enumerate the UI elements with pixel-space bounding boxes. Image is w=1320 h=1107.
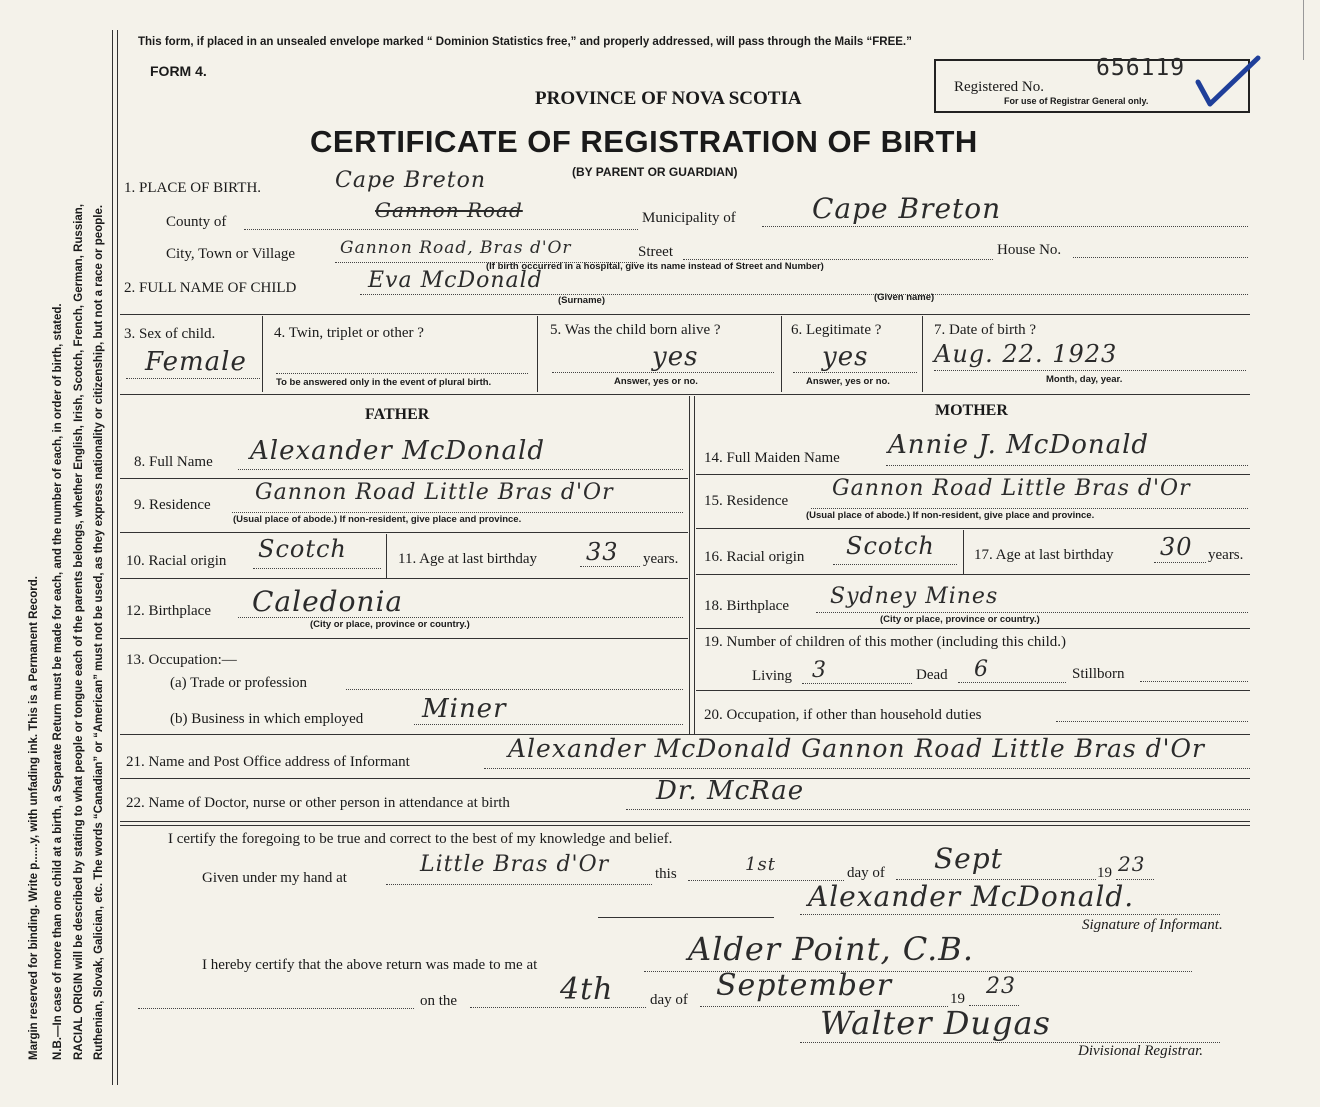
city-value: Gannon Road, Bras d'Or [340, 238, 572, 258]
house-label: House No. [997, 242, 1062, 258]
this-label: this [655, 866, 677, 882]
stillborn-label: Stillborn [1072, 666, 1125, 682]
mail-notice: This form, if placed in an unsealed envelope marked “ Dominion Statistics free,” and properly addressed, will pass through the Mails “FREE.” [138, 36, 912, 48]
certify-statement: I certify the foregoing to be true and correct to the best of my knowledge and belief. [168, 831, 673, 847]
dead-value: 6 [974, 657, 989, 682]
margin-nb-note: N.B.—In case of more than one child at a birth, a Separate Return must be made for each, and the number of each, in order of birth, stated. [52, 303, 64, 1060]
children-count-label: 19. Number of children of this mother (including this child.) [704, 634, 1067, 650]
dob-note: Month, day, year. [1046, 374, 1123, 385]
on-year-value: 23 [986, 974, 1016, 999]
signature-informant-label: Signature of Informant. [1082, 917, 1223, 933]
registered-note: For use of Registrar General only. [1004, 96, 1149, 106]
informant-label: 21. Name and Post Office address of Informant [126, 754, 410, 770]
given-day-value: 1st [745, 854, 776, 875]
mother-heading: MOTHER [935, 402, 1008, 419]
living-label: Living [752, 668, 792, 684]
mother-birthplace-value: Sydney Mines [830, 584, 999, 609]
divisional-registrar-label: Divisional Registrar. [1078, 1043, 1204, 1059]
doctor-label: 22. Name of Doctor, nurse or other person in attendance at birth [126, 795, 510, 811]
dob-label: 7. Date of birth ? [934, 322, 1037, 338]
place-of-birth-value: Cape Breton [335, 168, 487, 193]
on-day-value: 4th [560, 972, 614, 1007]
given-at-value: Little Bras d'Or [420, 852, 610, 877]
trade-label: (a) Trade or profession [170, 675, 308, 691]
alive-value: yes [652, 342, 699, 372]
father-name-label: 8. Full Name [134, 454, 213, 470]
place-of-birth-label: 1. PLACE OF BIRTH. [124, 180, 262, 196]
father-heading: FATHER [365, 406, 430, 423]
dead-label: Dead [916, 667, 948, 683]
made-at-value: Alder Point, C.B. [688, 930, 974, 968]
given-name-note: (Given name) [874, 292, 935, 303]
father-residence-value: Gannon Road Little Bras d'Or [255, 480, 614, 505]
informant-signature: Alexander McDonald. [808, 880, 1135, 913]
mother-name-value: Annie J. McDonald [888, 430, 1150, 460]
municipality-label: Municipality of [642, 210, 736, 226]
mother-birthplace-label: 18. Birthplace [704, 598, 789, 614]
day-of-label: day of [847, 865, 885, 881]
given-year-value: 23 [1118, 852, 1146, 876]
on-year-prefix: 19 [950, 991, 965, 1007]
father-age-value: 33 [586, 538, 619, 566]
given-year-prefix: 19 [1097, 865, 1112, 881]
mother-occupation-label: 20. Occupation, if other than household duties [704, 707, 982, 723]
given-under-label: Given under my hand at [202, 870, 347, 886]
checkmark-icon [1190, 50, 1270, 110]
mother-name-label: 14. Full Maiden Name [704, 450, 840, 466]
legitimate-label: 6. Legitimate ? [791, 322, 882, 338]
surname-note: (Surname) [558, 295, 605, 306]
father-race-value: Scotch [258, 535, 347, 563]
sex-label: 3. Sex of child. [124, 326, 216, 342]
registered-number: 656119 [1096, 55, 1186, 81]
city-label: City, Town or Village [166, 246, 296, 262]
mother-race-value: Scotch [846, 532, 935, 560]
father-name-value: Alexander McDonald [250, 436, 545, 466]
mother-age-years: years. [1208, 547, 1244, 563]
margin-racial-note-2: Ruthenian, Slovak, Galician, etc. The words “Canadian” or “American” must not be used, as they express nationality or citizenship, but not a race or people. [93, 204, 105, 1060]
on-the-label: on the [420, 993, 458, 1009]
informant-value: Alexander McDonald Gannon Road Little Bras d'Or [508, 734, 1205, 763]
mother-residence-label: 15. Residence [704, 493, 789, 509]
business-value: Miner [422, 694, 507, 724]
county-label: County of [166, 214, 227, 230]
child-name-label: 2. FULL NAME OF CHILD [124, 280, 297, 296]
father-age-label: 11. Age at last birthday [398, 551, 537, 567]
mother-residence-value: Gannon Road Little Bras d'Or [832, 476, 1191, 501]
twin-note: To be answered only in the event of plural birth. [276, 377, 492, 388]
father-residence-label: 9. Residence [134, 497, 211, 513]
twin-label: 4. Twin, triplet or other ? [274, 325, 424, 341]
doctor-value: Dr. McRae [656, 776, 805, 806]
certificate-title: CERTIFICATE OF REGISTRATION OF BIRTH [310, 124, 978, 159]
alive-label: 5. Was the child born alive ? [550, 322, 721, 338]
occupation-label: 13. Occupation:— [126, 652, 237, 668]
on-month-value: September [716, 968, 893, 1003]
mother-birthplace-note: (City or place, province or country.) [880, 614, 1040, 625]
margin-racial-note: RACIAL ORIGIN will be described by stating to what people or tongue each of the parents belongs, whether English, Irish, Scotch, French, German, Russian, [73, 203, 85, 1060]
mother-age-label: 17. Age at last birthday [974, 547, 1114, 563]
mother-race-label: 16. Racial origin [704, 549, 805, 565]
county-value: Gannon Road [375, 198, 523, 222]
legitimate-answer-note: Answer, yes or no. [806, 376, 890, 387]
certificate-subtitle: (BY PARENT OR GUARDIAN) [572, 165, 738, 179]
business-label: (b) Business in which employed [170, 711, 364, 727]
father-birthplace-label: 12. Birthplace [126, 603, 211, 619]
living-value: 3 [812, 658, 827, 683]
day-of-label-2: day of [650, 992, 688, 1008]
father-residence-note: (Usual place of abode.) If non-resident, give place and province. [233, 514, 522, 525]
father-birthplace-note: (City or place, province or country.) [310, 619, 470, 630]
father-age-years: years. [643, 551, 679, 567]
hospital-note: (If birth occurred in a hospital, give its name instead of Street and Number) [486, 261, 824, 272]
margin-binding-note: Margin reserved for binding. Write p......y, with unfading ink. This is a Permanent Record. [28, 576, 40, 1060]
father-race-label: 10. Racial origin [126, 553, 227, 569]
mother-age-value: 30 [1160, 533, 1193, 561]
given-month-value: Sept [934, 842, 1003, 875]
legitimate-value: yes [822, 342, 869, 372]
registrar-signature: Walter Dugas [820, 1004, 1051, 1042]
father-birthplace-value: Caledonia [252, 585, 404, 618]
municipality-value: Cape Breton [812, 192, 1002, 225]
alive-answer-note: Answer, yes or no. [614, 376, 698, 387]
mother-residence-note: (Usual place of abode.) If non-resident, give place and province. [806, 510, 1095, 521]
province-heading: PROVINCE OF NOVA SCOTIA [535, 88, 802, 109]
street-label: Street [638, 244, 673, 260]
form-number: FORM 4. [150, 63, 207, 79]
sex-value: Female [145, 347, 247, 377]
registered-label: Registered No. [954, 79, 1044, 95]
child-name-value: Eva McDonald [368, 268, 543, 293]
hereby-label: I hereby certify that the above return was made to me at [202, 957, 538, 973]
dob-value: Aug. 22. 1923 [934, 340, 1118, 368]
